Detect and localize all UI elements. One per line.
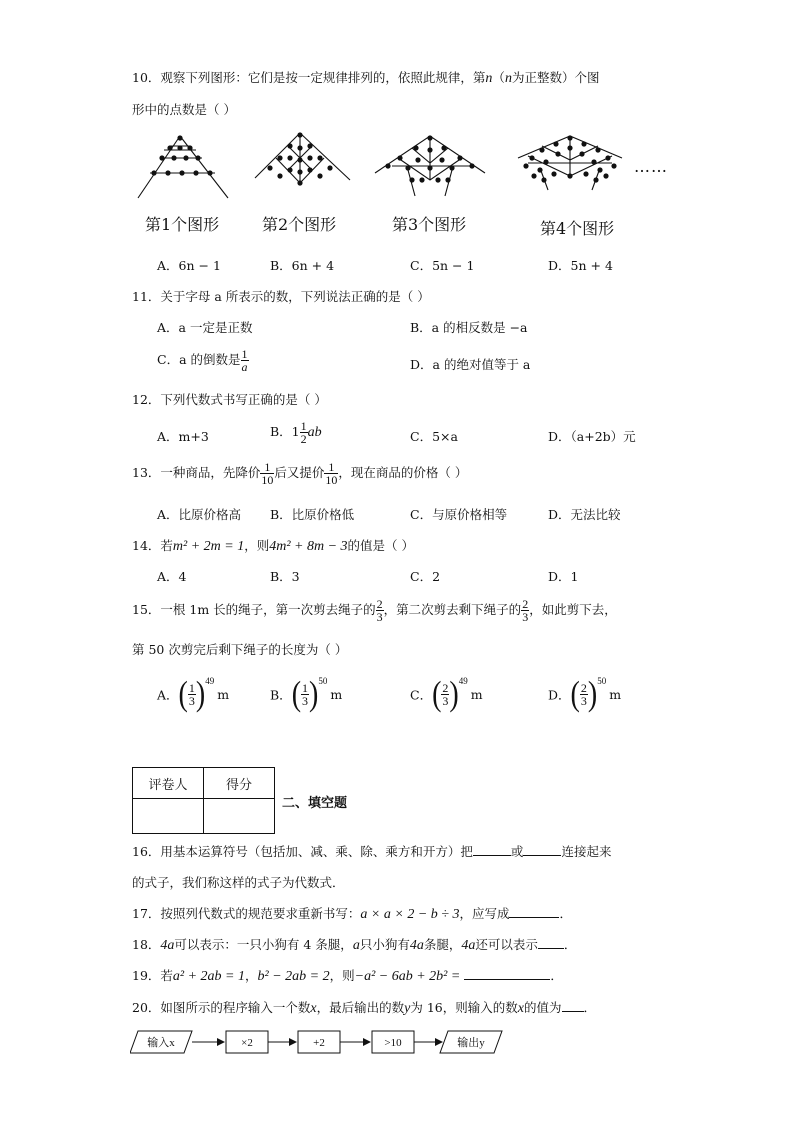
q12-option-d[interactable]: D．（a+2b）元 (548, 429, 636, 444)
q10-caption-2: 第2个图形 (262, 215, 337, 234)
q10-option-c[interactable]: C．5n − 1 (410, 258, 475, 273)
q12-option-c[interactable]: C．5×a (410, 429, 458, 444)
q14-option-d[interactable]: D．1 (548, 569, 579, 584)
flow-label-output: 输出y (457, 1037, 485, 1049)
flow-label-input: 输入x (147, 1037, 175, 1049)
q14-option-b[interactable]: B．3 (270, 569, 300, 584)
q13-option-a[interactable]: A．比原价格高 (157, 507, 242, 522)
q10-caption-3: 第3个图形 (392, 215, 467, 234)
q10-stem-line1: 10．观察下列图形：它们是按一定规律排列的，依照此规律，第n（n为正整数）个图 (132, 70, 600, 86)
q15-option-a[interactable]: A．( $\frac{1}{3}$ )$^{49}$m (157, 674, 230, 714)
q18-stem: 18．4a可以表示：一只小狗有 4 条腿，a只小狗有4a条腿，4a还可以表示 ． (132, 937, 577, 953)
q12-stem: 12．下列代数式书写正确的是（ ） (132, 392, 327, 407)
q10-ellipsis: …… (634, 157, 668, 176)
q17-blank[interactable] (509, 905, 559, 918)
flow-label-gt10: >10 (384, 1037, 402, 1049)
q16-line2: 的式子，我们称这样的式子为代数式． (132, 875, 345, 890)
q18-blank[interactable] (538, 936, 564, 949)
q14-option-c[interactable]: C．2 (410, 569, 441, 584)
q20-stem: 20．如图所示的程序输入一个数x，最后输出的数y为 16，则输入的数x的值为 ． (132, 1000, 597, 1016)
q16-blank-2[interactable] (523, 843, 561, 856)
q15-stem-line2: 第 50 次剪完后剩下绳子的长度为（ ） (132, 642, 348, 657)
q13-option-d[interactable]: D．无法比较 (548, 507, 621, 522)
q10-caption-4: 第4个图形 (540, 219, 615, 238)
q12-option-b[interactable]: B．1 $\frac{1}{2}$ ab (270, 419, 322, 446)
score-cell[interactable] (204, 799, 275, 834)
q15-option-b[interactable]: B．( $\frac{1}{3}$ )$^{50}$m (270, 674, 343, 714)
q13-option-c[interactable]: C．与原价格相等 (410, 507, 508, 522)
q11-option-b[interactable]: B．a 的相反数是 −a (410, 320, 528, 335)
q14-stem: 14．若m² + 2m = 1，则4m² + 8m − 3的值是（ ） (132, 538, 415, 554)
q20-blank[interactable] (562, 999, 584, 1012)
q10-pattern-figures (130, 128, 690, 206)
q19-stem: 19．若a² + 2ab = 1，b² − 2ab = 2，则−a² − 6ab + 2b² = ． (132, 968, 563, 984)
score-header: 得分 (204, 768, 275, 799)
q11-fraction: $\frac{1}{a}$ (241, 347, 248, 374)
q15-option-c[interactable]: C．( $\frac{2}{3}$ )$^{49}$m (410, 674, 483, 714)
q15-stem-line1: 15．一根 1m 长的绳子，第一次剪去绳子的 $\frac{2}{3}$ ，第二次剪去剩下绳子的 $\frac{2}{3}$ ，如此剪下去， (132, 597, 617, 624)
section-title: 二、填空题 (282, 796, 348, 811)
q15-option-d[interactable]: D．( $\frac{2}{3}$ )$^{50}$m (548, 674, 622, 714)
q12-option-a[interactable]: A．m+3 (157, 429, 209, 444)
flow-label-plus2: +2 (313, 1037, 325, 1049)
q16-line1: 16．用基本运算符号（包括加、减、乘、除、乘方和开方）把 或 连接起来 (132, 844, 612, 859)
q10-option-b[interactable]: B．6n + 4 (270, 258, 335, 273)
q19-blank[interactable] (464, 967, 550, 980)
q11-stem: 11．关于字母 a 所表示的数，下列说法正确的是（ ） (132, 289, 430, 304)
grader-header: 评卷人 (133, 768, 204, 799)
q16-blank-1[interactable] (473, 843, 511, 856)
q14-option-a[interactable]: A．4 (157, 569, 187, 584)
q11-option-c[interactable]: C．a 的倒数是 $\frac{1}{a}$ (157, 347, 248, 374)
flow-label-times2: ×2 (241, 1037, 253, 1049)
q10-caption-1: 第1个图形 (145, 215, 220, 234)
grader-cell[interactable] (133, 799, 204, 834)
q11-option-a[interactable]: A．a 一定是正数 (157, 320, 253, 335)
q13-stem: 13．一种商品，先降价 $\frac{1}{10}$ 后又提价 $\frac{1}{10}$ ，现在商品的价格（ ） (132, 460, 468, 487)
q17-stem: 17．按照列代数式的规范要求重新书写：a × a × 2 − b ÷ 3，应写成 ． (132, 906, 572, 922)
q20-flowchart (130, 1028, 510, 1056)
q10-option-a[interactable]: A．6n − 1 (157, 258, 221, 273)
q10-stem-line2: 形中的点数是（ ） (132, 102, 236, 117)
q10-option-d[interactable]: D．5n + 4 (548, 258, 613, 273)
grader-score-table (132, 767, 275, 834)
q11-option-d[interactable]: D．a 的绝对值等于 a (410, 357, 531, 372)
q13-option-b[interactable]: B．比原价格低 (270, 507, 355, 522)
